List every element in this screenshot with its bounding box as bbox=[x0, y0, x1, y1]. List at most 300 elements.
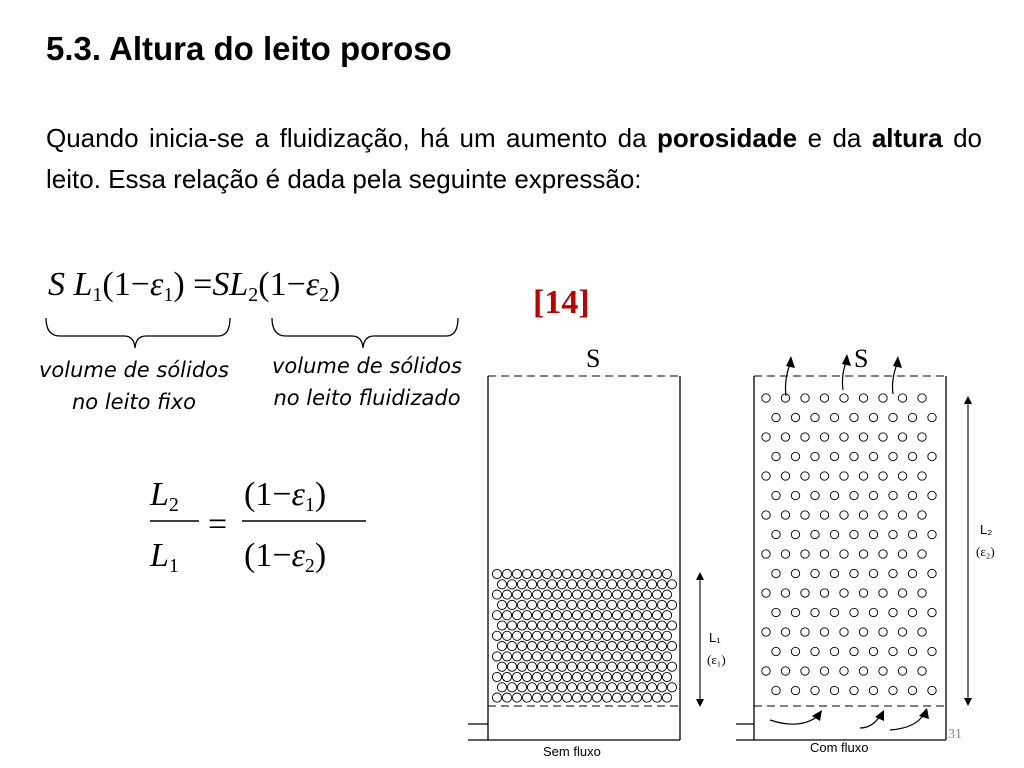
packed-particle bbox=[662, 611, 671, 620]
fluid-particle bbox=[859, 550, 867, 558]
packed-particle bbox=[507, 600, 516, 609]
packed-particle bbox=[537, 621, 546, 630]
fluid-particle bbox=[850, 647, 858, 655]
packed-particle bbox=[652, 693, 661, 702]
fluid-particle bbox=[801, 433, 809, 441]
packed-particle bbox=[587, 642, 596, 651]
fluid-particle bbox=[879, 550, 887, 558]
packed-particle bbox=[537, 683, 546, 692]
fluid-particle bbox=[791, 452, 799, 460]
packed-particle bbox=[597, 621, 606, 630]
fluid-particle bbox=[879, 394, 887, 402]
packed-particle bbox=[657, 683, 666, 692]
fluid-particle bbox=[918, 394, 926, 402]
packed-particle bbox=[577, 580, 586, 589]
packed-particle bbox=[522, 631, 531, 640]
fluid-particle bbox=[820, 667, 828, 675]
packed-particle bbox=[497, 580, 506, 589]
fluid-particle bbox=[918, 589, 926, 597]
fluid-particle bbox=[772, 686, 780, 694]
packed-particle bbox=[492, 631, 501, 640]
fluid-particle bbox=[869, 530, 877, 538]
packed-particle bbox=[662, 569, 671, 578]
eq1-L2: L bbox=[229, 266, 249, 303]
packed-particle bbox=[567, 600, 576, 609]
packed-particle bbox=[497, 642, 506, 651]
packed-particle bbox=[547, 662, 556, 671]
fluid-particle bbox=[791, 608, 799, 616]
packed-particle bbox=[597, 642, 606, 651]
fluid-particle bbox=[781, 511, 789, 519]
packed-particle bbox=[587, 621, 596, 630]
frac-num-close: ) bbox=[314, 476, 327, 513]
fluid-particle bbox=[918, 550, 926, 558]
packed-particle bbox=[657, 600, 666, 609]
packed-particle bbox=[522, 652, 531, 661]
packed-particle bbox=[642, 631, 651, 640]
fluid-particle bbox=[928, 608, 936, 616]
frac-equals: = bbox=[208, 506, 228, 543]
packed-particle bbox=[587, 683, 596, 692]
packed-particle bbox=[657, 662, 666, 671]
packed-particle bbox=[542, 693, 551, 702]
packed-particle bbox=[652, 672, 661, 681]
packed-particle bbox=[587, 662, 596, 671]
packed-particle bbox=[582, 693, 591, 702]
outflow-arrow-1 bbox=[786, 364, 791, 396]
packed-particle bbox=[617, 662, 626, 671]
packed-particle bbox=[652, 652, 661, 661]
packed-particle bbox=[662, 590, 671, 599]
packed-particle bbox=[557, 662, 566, 671]
fluid-particle bbox=[772, 608, 780, 616]
fluid-particle bbox=[830, 569, 838, 577]
left-S-label: S bbox=[586, 344, 601, 373]
packed-particle bbox=[632, 590, 641, 599]
frac-den-eps: ε bbox=[291, 537, 305, 574]
packed-particle bbox=[592, 672, 601, 681]
packed-particle bbox=[532, 672, 541, 681]
fluid-particle bbox=[762, 511, 770, 519]
fluid-particle bbox=[898, 589, 906, 597]
packed-particle bbox=[552, 693, 561, 702]
fluid-particle bbox=[850, 452, 858, 460]
packed-particle bbox=[567, 621, 576, 630]
fluid-particle bbox=[830, 491, 838, 499]
packed-particle bbox=[527, 600, 536, 609]
fluid-particle bbox=[908, 530, 916, 538]
packed-particle bbox=[557, 621, 566, 630]
packed-particle bbox=[622, 611, 631, 620]
packed-particle bbox=[637, 642, 646, 651]
fluid-particle bbox=[850, 413, 858, 421]
packed-particle bbox=[592, 652, 601, 661]
packed-particle bbox=[582, 590, 591, 599]
packed-particle bbox=[627, 580, 636, 589]
packed-particle bbox=[602, 611, 611, 620]
packed-particle bbox=[577, 600, 586, 609]
fluid-particle bbox=[781, 433, 789, 441]
packed-particle bbox=[607, 580, 616, 589]
fluid-particle bbox=[830, 686, 838, 694]
packed-particle bbox=[492, 652, 501, 661]
packed-particle bbox=[557, 580, 566, 589]
packed-particle bbox=[522, 693, 531, 702]
packed-particle bbox=[512, 631, 521, 640]
frac-den-sub: 1 bbox=[168, 555, 179, 577]
packed-particle bbox=[517, 683, 526, 692]
fluid-particle bbox=[928, 647, 936, 655]
inflow-arrow-3 bbox=[890, 714, 924, 730]
fluid-particle bbox=[840, 511, 848, 519]
packed-particle bbox=[527, 621, 536, 630]
packed-particle bbox=[552, 672, 561, 681]
packed-particle bbox=[497, 683, 506, 692]
slide-title: 5.3. Altura do leito poroso bbox=[46, 30, 452, 67]
packed-particle bbox=[667, 621, 676, 630]
fluid-particle bbox=[918, 667, 926, 675]
right-S-label: S bbox=[854, 344, 869, 373]
packed-particle bbox=[637, 621, 646, 630]
fluid-particle bbox=[791, 647, 799, 655]
packed-particle bbox=[577, 683, 586, 692]
packed-particle bbox=[627, 683, 636, 692]
packed-particle bbox=[632, 652, 641, 661]
packed-particle bbox=[502, 590, 511, 599]
column-with-flow bbox=[736, 354, 972, 740]
packed-particle bbox=[537, 580, 546, 589]
eq1-eps-sub2: 2 bbox=[319, 284, 330, 306]
caption-fixed-bed: volume de sólidos no leito fixo bbox=[39, 358, 229, 414]
fluid-particle bbox=[801, 589, 809, 597]
eq1-eps-sub1: 1 bbox=[163, 284, 174, 306]
packed-particle bbox=[567, 642, 576, 651]
fluid-particle bbox=[830, 452, 838, 460]
packed-particle bbox=[492, 672, 501, 681]
fluid-particle bbox=[762, 628, 770, 636]
fluid-particle bbox=[781, 667, 789, 675]
packed-particle bbox=[612, 569, 621, 578]
brace-left bbox=[46, 318, 230, 348]
fluid-particle bbox=[869, 569, 877, 577]
packed-particle bbox=[642, 611, 651, 620]
packed-particle bbox=[642, 672, 651, 681]
packed-particle bbox=[512, 672, 521, 681]
packed-particle bbox=[562, 631, 571, 640]
fluid-particle bbox=[762, 667, 770, 675]
packed-particle bbox=[667, 600, 676, 609]
fluid-particle bbox=[918, 472, 926, 480]
packed-particle bbox=[562, 569, 571, 578]
packed-particle bbox=[517, 621, 526, 630]
packed-particle bbox=[592, 611, 601, 620]
fluid-particle bbox=[859, 394, 867, 402]
packed-particle bbox=[537, 642, 546, 651]
frac-den-close: ) bbox=[314, 537, 327, 574]
fluid-particle bbox=[928, 413, 936, 421]
packed-particle bbox=[607, 600, 616, 609]
caption-sem-fluxo: Sem fluxo bbox=[543, 744, 601, 759]
packed-particle bbox=[572, 672, 581, 681]
packed-particle bbox=[572, 590, 581, 599]
packed-particle bbox=[507, 683, 516, 692]
fluid-particle bbox=[928, 569, 936, 577]
fluid-particle bbox=[859, 667, 867, 675]
packed-particle bbox=[577, 662, 586, 671]
packed-particle bbox=[517, 580, 526, 589]
packed-particle bbox=[657, 580, 666, 589]
fluid-particle bbox=[820, 394, 828, 402]
packed-particle bbox=[527, 683, 536, 692]
fluid-particle bbox=[762, 394, 770, 402]
para-bold-porosidade: porosidade bbox=[657, 123, 798, 153]
packed-particle bbox=[502, 652, 511, 661]
fluid-particle bbox=[762, 550, 770, 558]
fluid-particle bbox=[889, 686, 897, 694]
fluid-particle bbox=[869, 647, 877, 655]
packed-particle bbox=[597, 580, 606, 589]
fluid-particle bbox=[898, 550, 906, 558]
packed-particle bbox=[602, 590, 611, 599]
eq1-equals: = bbox=[193, 266, 213, 303]
packed-particle bbox=[532, 631, 541, 640]
packed-particle bbox=[632, 631, 641, 640]
outflow-arrow-3 bbox=[893, 364, 898, 394]
packed-particle bbox=[502, 611, 511, 620]
fluid-particle bbox=[820, 628, 828, 636]
frac-num-eps-sub: 1 bbox=[304, 494, 315, 516]
packed-particle bbox=[627, 642, 636, 651]
packed-particle bbox=[597, 662, 606, 671]
packed-particle bbox=[667, 642, 676, 651]
fluid-particle bbox=[850, 686, 858, 694]
fluid-particle bbox=[811, 647, 819, 655]
fluid-particle bbox=[762, 433, 770, 441]
packed-particle bbox=[567, 580, 576, 589]
packed-particle bbox=[527, 580, 536, 589]
fluid-particle bbox=[781, 628, 789, 636]
packed-particle bbox=[572, 693, 581, 702]
fluid-particle bbox=[869, 452, 877, 460]
packed-particle bbox=[602, 631, 611, 640]
packed-particle bbox=[662, 652, 671, 661]
fluid-particle bbox=[898, 433, 906, 441]
packed-particle bbox=[542, 672, 551, 681]
fluid-particle bbox=[811, 530, 819, 538]
eq1-eps2: ε bbox=[305, 266, 320, 303]
packed-particle bbox=[572, 652, 581, 661]
packed-particle bbox=[642, 590, 651, 599]
fluid-particle bbox=[879, 589, 887, 597]
fluid-particle bbox=[820, 550, 828, 558]
fluid-particle bbox=[801, 628, 809, 636]
packed-particle bbox=[637, 662, 646, 671]
fluid-particle bbox=[820, 472, 828, 480]
packed-particle bbox=[612, 611, 621, 620]
fluid-particle bbox=[830, 647, 838, 655]
inflow-arrow-1 bbox=[770, 716, 818, 724]
packed-particle bbox=[612, 672, 621, 681]
fluid-particle bbox=[801, 511, 809, 519]
fluid-particle bbox=[879, 511, 887, 519]
packed-particle bbox=[542, 590, 551, 599]
packed-particle bbox=[597, 683, 606, 692]
fluid-particle bbox=[850, 569, 858, 577]
packed-particle bbox=[542, 652, 551, 661]
fluid-particle bbox=[762, 472, 770, 480]
packed-particle bbox=[557, 683, 566, 692]
packed-particle bbox=[612, 693, 621, 702]
packed-particle bbox=[572, 569, 581, 578]
packed-particle bbox=[652, 611, 661, 620]
page-number: 31 bbox=[948, 727, 962, 742]
packed-particle bbox=[552, 611, 561, 620]
eps2-label: (ε₂) bbox=[976, 544, 995, 559]
fluid-particle bbox=[840, 550, 848, 558]
fluid-particle bbox=[879, 472, 887, 480]
fluid-particle bbox=[869, 413, 877, 421]
packed-particle bbox=[502, 631, 511, 640]
packed-particle bbox=[542, 569, 551, 578]
packed-particle bbox=[622, 672, 631, 681]
fluid-particle bbox=[801, 472, 809, 480]
packed-particle bbox=[662, 672, 671, 681]
frac-num-sub: 2 bbox=[168, 494, 179, 516]
fluid-particle bbox=[898, 667, 906, 675]
packed-particle bbox=[587, 580, 596, 589]
packed-particle bbox=[532, 590, 541, 599]
packed-particle bbox=[492, 693, 501, 702]
para-bold-altura: altura bbox=[871, 123, 943, 153]
fluid-particle bbox=[850, 491, 858, 499]
fluid-particle bbox=[908, 608, 916, 616]
fluid-particle bbox=[820, 433, 828, 441]
fluid-particle bbox=[811, 686, 819, 694]
packed-particle bbox=[507, 580, 516, 589]
eq1-sub2: 2 bbox=[248, 284, 259, 306]
fluid-particle bbox=[869, 491, 877, 499]
fluid-particle bbox=[879, 433, 887, 441]
fluid-particle bbox=[830, 608, 838, 616]
frac-num-eps: ε bbox=[291, 476, 305, 513]
column-no-flow bbox=[468, 376, 704, 740]
packed-particle bbox=[627, 662, 636, 671]
packed-particle bbox=[537, 662, 546, 671]
brace-right bbox=[272, 318, 458, 348]
packed-particle bbox=[632, 693, 641, 702]
packed-particle bbox=[492, 611, 501, 620]
packed-particle bbox=[647, 621, 656, 630]
packed-particle bbox=[507, 642, 516, 651]
fluid-particle bbox=[781, 472, 789, 480]
packed-particle bbox=[557, 642, 566, 651]
fluid-particle bbox=[928, 491, 936, 499]
packed-particle bbox=[592, 631, 601, 640]
eq1-open1: (1− bbox=[102, 266, 150, 303]
packed-particle bbox=[607, 683, 616, 692]
packed-particle bbox=[597, 600, 606, 609]
packed-particle bbox=[497, 600, 506, 609]
frac-den-L: L bbox=[150, 537, 169, 574]
packed-particle bbox=[512, 611, 521, 620]
packed-particle bbox=[547, 580, 556, 589]
packed-particle bbox=[502, 693, 511, 702]
fluid-particle bbox=[859, 472, 867, 480]
frac-num-open: (1− bbox=[244, 476, 292, 513]
packed-particle bbox=[632, 569, 641, 578]
fluid-particle bbox=[928, 452, 936, 460]
fluid-particle bbox=[811, 413, 819, 421]
packed-particle bbox=[522, 569, 531, 578]
L2-label: L₂ bbox=[980, 522, 993, 537]
fluid-particle bbox=[928, 530, 936, 538]
fluid-particle bbox=[840, 589, 848, 597]
packed-particle bbox=[652, 631, 661, 640]
packed-particle bbox=[552, 652, 561, 661]
packed-particle bbox=[617, 580, 626, 589]
packed-particle bbox=[657, 621, 666, 630]
fluid-particle bbox=[830, 530, 838, 538]
fluid-particle bbox=[781, 550, 789, 558]
packed-particle bbox=[512, 652, 521, 661]
fluid-particle bbox=[850, 530, 858, 538]
fluid-particle bbox=[889, 569, 897, 577]
packed-particle bbox=[562, 652, 571, 661]
eq1-S: S bbox=[48, 266, 65, 303]
para-text-3: do leito. Essa relação é dada pela seguinte expressão: bbox=[46, 123, 982, 194]
packed-particle bbox=[592, 590, 601, 599]
packed-particle bbox=[607, 662, 616, 671]
packed-particle bbox=[562, 672, 571, 681]
fluid-particle bbox=[791, 530, 799, 538]
packed-particle bbox=[527, 642, 536, 651]
packed-particle bbox=[607, 621, 616, 630]
fluidized-particles bbox=[762, 394, 936, 695]
fluid-particle bbox=[859, 628, 867, 636]
frac-num-L: L bbox=[150, 476, 169, 513]
fluid-particle bbox=[811, 452, 819, 460]
packed-particle bbox=[587, 600, 596, 609]
packed-particle bbox=[607, 642, 616, 651]
fluid-particle bbox=[772, 647, 780, 655]
fluid-particle bbox=[801, 550, 809, 558]
fluid-particle bbox=[772, 530, 780, 538]
packed-particle bbox=[497, 621, 506, 630]
fluid-particle bbox=[898, 511, 906, 519]
L1-label: L₁ bbox=[709, 630, 721, 645]
frac-den-eps-sub: 2 bbox=[304, 555, 315, 577]
eq1-open2: (1− bbox=[258, 266, 306, 303]
fluid-particle bbox=[791, 569, 799, 577]
packed-particle bbox=[632, 611, 641, 620]
packed-particle bbox=[542, 631, 551, 640]
packed-particle bbox=[502, 569, 511, 578]
fluid-particle bbox=[791, 686, 799, 694]
fluid-particle bbox=[918, 433, 926, 441]
packed-particle bbox=[567, 662, 576, 671]
caption-fluidized-bed: volume de sólidos no leito fluidizado bbox=[272, 354, 462, 410]
fluid-particle bbox=[879, 628, 887, 636]
packed-particle bbox=[637, 683, 646, 692]
packed-particle bbox=[662, 631, 671, 640]
packed-particle bbox=[577, 621, 586, 630]
packed-particle bbox=[522, 590, 531, 599]
packed-particle bbox=[537, 600, 546, 609]
packed-particle bbox=[617, 642, 626, 651]
fluid-particle bbox=[869, 686, 877, 694]
fluid-particle bbox=[889, 491, 897, 499]
eq1-close2: ) bbox=[329, 266, 341, 303]
